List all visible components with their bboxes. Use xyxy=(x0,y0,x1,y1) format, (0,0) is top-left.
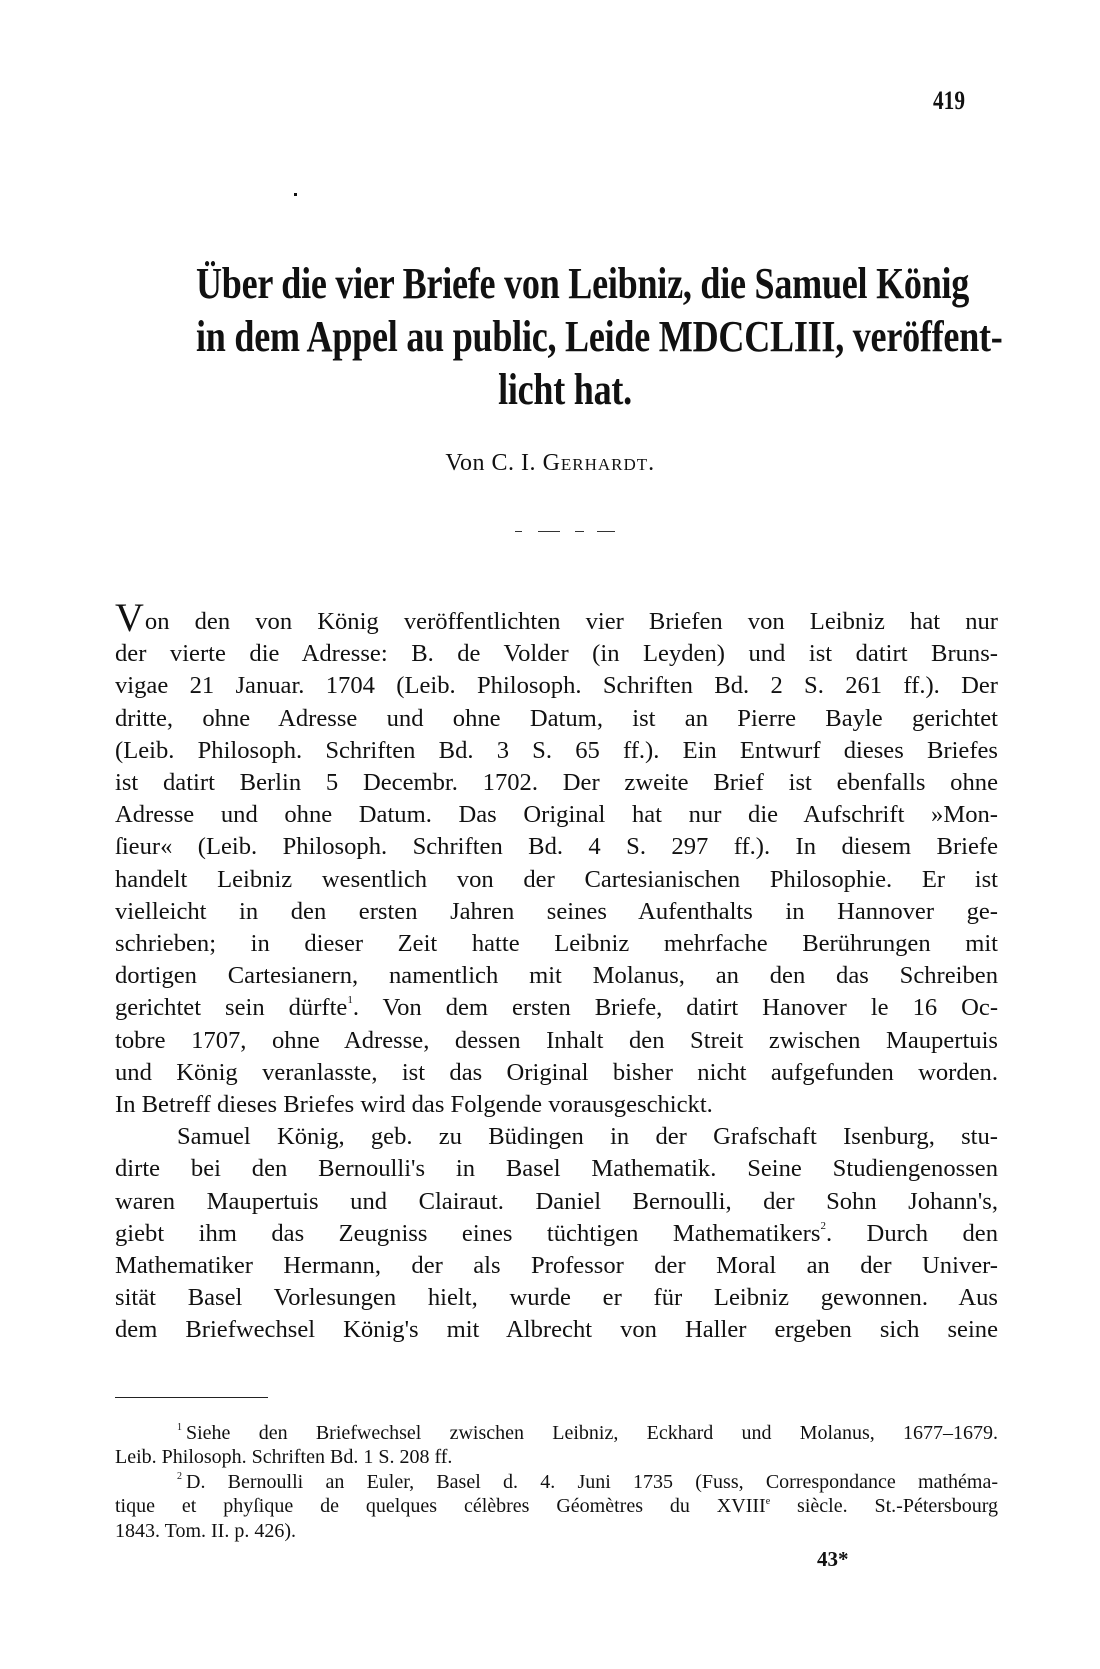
text-line: und König veranlasste, ist das Original bisher nicht aufgefunden worden. xyxy=(115,1058,998,1086)
footnote-marker-2: 2 xyxy=(177,1470,182,1482)
author-prefix: Von C. I. xyxy=(445,450,543,476)
text-line: dirte bei den Bernoulli's in Basel Mathematik. Seine Studiengenossen xyxy=(115,1155,998,1183)
text-line: giebt ihm das Zeugniss eines tüchtigen Mathematikers$^2$. Durch den xyxy=(115,1219,999,1247)
print-speck xyxy=(294,193,297,196)
body-text xyxy=(115,595,999,1347)
text-line: Adresse und ohne Datum. Das Original hat nur die Aufschrift »Mon- xyxy=(115,801,998,829)
footnotes xyxy=(115,1421,998,1543)
paragraph-1 xyxy=(115,595,999,1121)
text-line: ist datirt Berlin 5 Decembr. 1702. Der zweite Brief ist ebenfalls ohne xyxy=(115,769,998,797)
footnote-marker-1: 1 xyxy=(177,1422,182,1433)
text-line: gerichtet sein dürfte$^1$. Von dem ersten Briefe, datirt Hanover le 16 Oc- xyxy=(115,994,999,1022)
text-line: (Leib. Philosoph. Schriften Bd. 3 S. 65 ff.). Ein Entwurf dieses Briefes xyxy=(115,736,998,764)
text-line: vigae 21 Januar. 1704 (Leib. Philosoph. Schriften Bd. 2 S. 261 ff.). Der xyxy=(115,672,998,700)
text-line: der vierte die Adresse: B. de Volder (in Leyden) und ist datirt Bruns- xyxy=(115,640,998,668)
author-name: Gerhardt xyxy=(542,450,649,476)
superscript-e: e xyxy=(765,1496,771,1508)
text-line: vielleicht in den ersten Jahren seines Aufenthalts in Hannover ge- xyxy=(115,897,998,925)
text-line: tobre 1707, ohne Adresse, dessen Inhalt den Streit zwischen Maupertuis xyxy=(115,1026,998,1054)
footnote-ref-2[interactable]: 2 xyxy=(820,1219,826,1232)
footnote-2 xyxy=(115,1470,998,1543)
footnote-line: $^1$ Siehe den Briefwechsel zwischen Leibniz, Eckhard und Molanus, 1677–1679. xyxy=(177,1422,998,1444)
title-line-1: Über die vier Briefe von Leibniz, die Samuel König xyxy=(196,259,970,308)
footnote-line: tique et phyſique de quelques célèbres Géomètres du XVIIIe siècle. St.-Pétersbourg xyxy=(115,1495,999,1518)
page-number: 419 xyxy=(933,86,965,115)
text-line: sität Basel Vorlesungen hielt, wurde er für Leibniz gewonnen. Aus xyxy=(115,1284,998,1312)
text-line: Samuel König, geb. zu Büdingen in der Grafschaft Isenburg, stu- xyxy=(177,1123,998,1151)
paragraph-2 xyxy=(115,1121,998,1346)
footnote-line: $^2$ D. Bernoulli an Euler, Basel d. 4. Juni 1735 (Fuss, Correspondance mathéma- xyxy=(177,1470,998,1493)
author-suffix: . xyxy=(648,450,655,476)
footnote-1 xyxy=(115,1421,998,1470)
text-line: dem Briefwechsel König's mit Albrecht von Haller ergeben sich seine xyxy=(115,1316,998,1344)
text-line: Von den von König veröffentlichten vier Briefen von Leibniz hat nur xyxy=(115,595,998,640)
title-line-3: licht hat. xyxy=(498,365,632,414)
text-line: schrieben; in dieser Zeit hatte Leibniz mehrfache Berührungen mit xyxy=(115,930,998,958)
article-title xyxy=(196,257,1003,416)
footnote-line: Leib. Philosoph. Schriften Bd. 1 S. 208 ff. xyxy=(115,1446,453,1469)
text-line: handelt Leibniz wesentlich von der Cartesianischen Philosophie. Er ist xyxy=(115,865,998,893)
footnote-ref-1[interactable]: 1 xyxy=(347,994,353,1007)
text-line: dortigen Cartesianern, namentlich mit Molanus, an den das Schreiben xyxy=(115,962,998,990)
text-line: waren Maupertuis und Clairaut. Daniel Bernoulli, der Sohn Johann's, xyxy=(115,1187,998,1215)
text-line: Mathematiker Hermann, der als Professor der Moral an der Univer- xyxy=(115,1252,998,1280)
signature-mark: 43* xyxy=(817,1547,849,1571)
text-line: In Betreff dieses Briefes wird das Folgende vorausgeschickt. xyxy=(115,1091,713,1119)
drop-cap: V xyxy=(115,595,144,640)
text-line: dritte, ohne Adresse und ohne Datum, ist an Pierre Bayle gerichtet xyxy=(115,704,998,732)
text-line: ſieur« (Leib. Philosoph. Schriften Bd. 4 S. 297 ff.). In diesem Briefe xyxy=(115,833,998,861)
author-byline xyxy=(0,450,1100,477)
ornamental-divider xyxy=(515,531,625,533)
footnote-separator xyxy=(115,1397,268,1398)
footnote-line: 1843. Tom. II. p. 426). xyxy=(115,1519,296,1542)
title-line-2: in dem Appel au public, Leide MDCCLIII, veröffent- xyxy=(196,312,1003,361)
